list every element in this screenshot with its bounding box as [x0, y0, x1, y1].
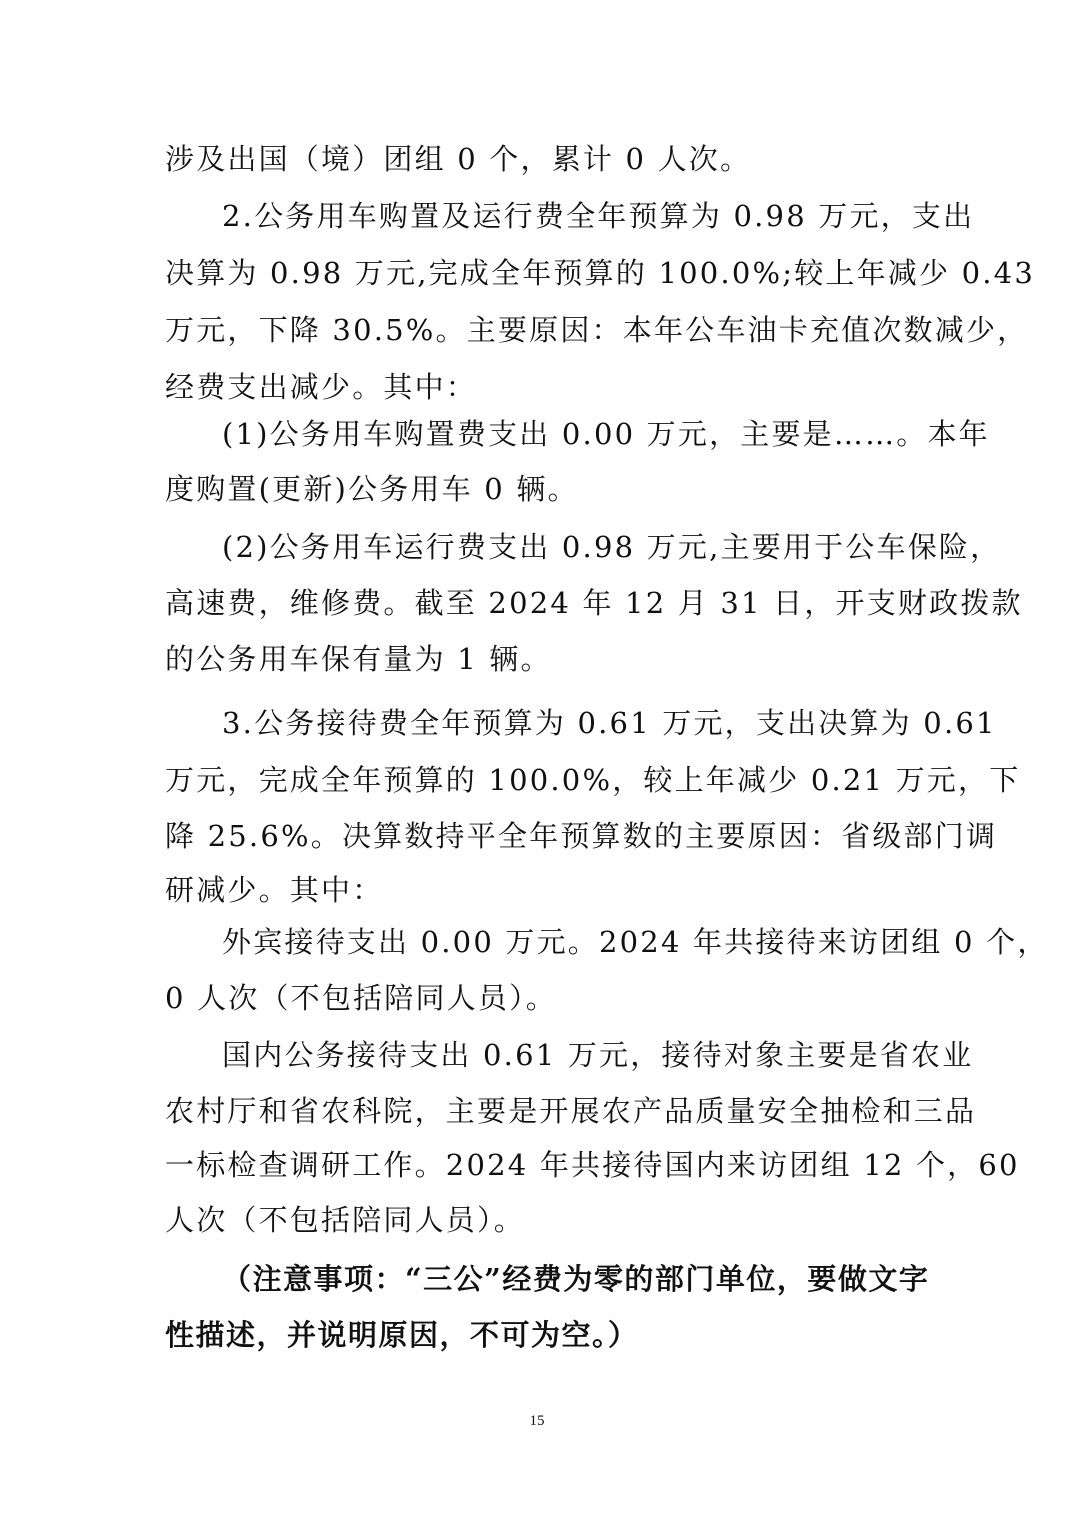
- paragraph-line: 0 人次（不包括陪同人员）。: [165, 981, 557, 1015]
- paragraph-line: 农村厅和省农科院，主要是开展农产品质量安全抽检和三品: [165, 1094, 977, 1128]
- paragraph-line: 降 25.6%。决算数持平全年预算数的主要原因：省级部门调: [165, 819, 998, 853]
- paragraph-line: 研减少。其中：: [165, 873, 384, 907]
- paragraph-line: 人次（不包括陪同人员）。: [165, 1203, 525, 1237]
- paragraph-line: (2)公务用车运行费支出 0.98 万元,主要用于公车保险，: [222, 530, 1002, 564]
- note-line: （注意事项：“三公”经费为零的部门单位，要做文字: [222, 1262, 930, 1296]
- paragraph-line: 涉及出国（境）团组 0 个，累计 0 人次。: [165, 142, 752, 176]
- paragraph-line: 度购置(更新)公务用车 0 辆。: [165, 472, 579, 506]
- paragraph-line: 国内公务接待支出 0.61 万元，接待对象主要是省农业: [222, 1038, 974, 1072]
- note-line: 性描述，并说明原因，不可为空。）: [165, 1318, 639, 1352]
- paragraph-line: 经费支出减少。其中：: [165, 370, 478, 404]
- page-number: 15: [529, 1413, 545, 1429]
- paragraph-line: 一标检查调研工作。2024 年共接待国内来访团组 12 个，60: [165, 1148, 1020, 1182]
- paragraph-line: 万元，完成全年预算的 100.0%，较上年减少 0.21 万元，下: [165, 763, 1021, 797]
- paragraph-line: 2.公务用车购置及运行费全年预算为 0.98 万元，支出: [222, 199, 975, 233]
- paragraph-line: 万元，下降 30.5%。主要原因：本年公车油卡充值次数减少，: [165, 313, 1029, 347]
- paragraph-line: 外宾接待支出 0.00 万元。2024 年共接待来访团组 0 个，: [222, 925, 1049, 959]
- paragraph-line: (1)公务用车购置费支出 0.00 万元，主要是……。本年: [222, 417, 990, 451]
- paragraph-line: 3.公务接待费全年预算为 0.61 万元，支出决算为 0.61: [222, 706, 997, 740]
- paragraph-line: 的公务用车保有量为 1 辆。: [165, 642, 552, 676]
- paragraph-line: 高速费，维修费。截至 2024 年 12 月 31 日，开支财政拨款: [165, 586, 1023, 620]
- paragraph-line: 决算为 0.98 万元,完成全年预算的 100.0%;较上年减少 0.43: [165, 256, 1035, 290]
